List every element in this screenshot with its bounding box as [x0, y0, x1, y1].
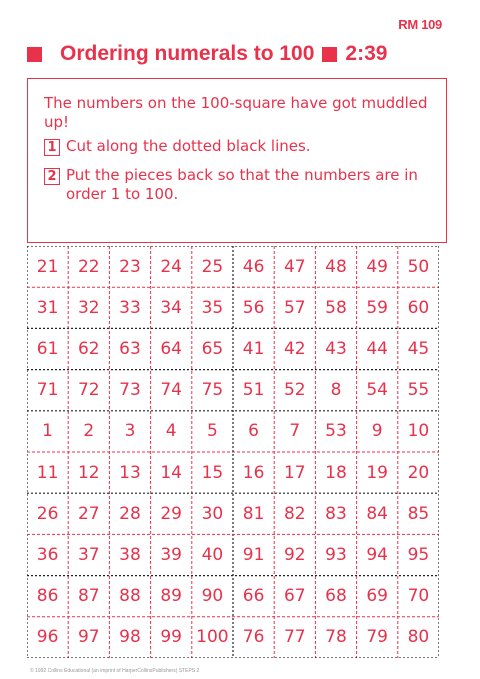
step-text: Cut along the dotted black lines. [66, 137, 311, 155]
grid-cell: 51 [242, 380, 265, 401]
grid-cell: 98 [119, 627, 141, 648]
grid-cell: 66 [242, 586, 265, 607]
grid-cell: 52 [283, 380, 306, 401]
grid-cell: 29 [160, 503, 182, 524]
grid-cell: 55 [407, 380, 430, 401]
grid-cell: 15 [201, 462, 224, 483]
grid-cell: 16 [242, 462, 265, 483]
square-bullet-icon [322, 47, 337, 62]
grid-cell: 25 [201, 256, 224, 277]
grid-cell: 80 [407, 627, 430, 648]
step-number-badge: 1 [44, 139, 60, 156]
grid-cell: 10 [407, 421, 430, 442]
grid-cell: 61 [36, 338, 59, 359]
grid-cell: 33 [119, 297, 141, 318]
grid-cell: 21 [36, 256, 59, 277]
grid-cell: 24 [160, 256, 182, 277]
grid-cell: 88 [119, 586, 141, 607]
step-1 [44, 137, 439, 156]
grid-cell: 30 [201, 503, 224, 524]
grid-cell: 75 [201, 380, 224, 401]
grid-cell: 4 [165, 421, 177, 442]
grid-cell: 42 [283, 338, 306, 359]
grid-cell: 39 [160, 544, 182, 565]
grid-cell: 79 [366, 627, 388, 648]
grid-cell: 46 [242, 256, 265, 277]
grid-cell: 7 [289, 421, 301, 442]
grid-cell: 69 [366, 586, 388, 607]
grid-cell: 35 [201, 297, 224, 318]
grid-cell: 54 [366, 380, 388, 401]
grid-cell: 47 [283, 256, 306, 277]
grid-cell: 97 [77, 627, 100, 648]
grid-cell: 43 [325, 338, 347, 359]
copyright-footer: © 1992 Collins Educational (an imprint of HarperCollinsPublishers) STEPS 2 [30, 668, 200, 674]
grid-cell: 62 [77, 338, 100, 359]
grid-cell: 68 [325, 586, 347, 607]
grid-cell: 9 [371, 421, 383, 442]
grid-cell: 49 [366, 256, 388, 277]
grid-cell: 92 [283, 544, 306, 565]
grid-cell: 38 [119, 544, 141, 565]
grid-cell: 27 [77, 503, 100, 524]
hundred-square-grid [27, 246, 439, 658]
grid-cell: 59 [366, 297, 388, 318]
grid-cell: 93 [325, 544, 347, 565]
grid-cell: 48 [325, 256, 347, 277]
intro-text: The numbers on the 100-square have got muddled up! [44, 94, 428, 131]
grid-cell: 23 [119, 256, 141, 277]
grid-cell: 64 [160, 338, 182, 359]
title-row [27, 38, 447, 70]
grid-cell: 50 [407, 256, 430, 277]
grid-cell: 86 [36, 586, 59, 607]
page-title: Ordering numerals to 100 [60, 42, 315, 65]
grid-cell: 74 [160, 380, 182, 401]
grid-cell: 6 [248, 421, 259, 442]
grid-cell: 45 [407, 338, 430, 359]
grid-cell: 53 [325, 421, 347, 442]
grid-cell: 95 [407, 544, 430, 565]
grid-cell: 26 [36, 503, 59, 524]
square-bullet-icon [27, 47, 42, 62]
grid-cell: 78 [325, 627, 347, 648]
page-code: RM 109 [398, 17, 442, 32]
grid-cell: 99 [160, 627, 182, 648]
grid-cell: 37 [77, 544, 100, 565]
step-2 [44, 166, 439, 204]
grid-cell: 87 [77, 586, 100, 607]
grid-cell: 22 [77, 256, 100, 277]
grid-cell: 13 [119, 462, 141, 483]
grid-cell: 81 [242, 503, 265, 524]
grid-cell: 63 [119, 338, 141, 359]
page-reference: 2:39 [345, 42, 388, 65]
grid-cell: 31 [36, 297, 59, 318]
grid-cell: 65 [201, 338, 224, 359]
grid-cell: 12 [77, 462, 100, 483]
step-number-badge: 2 [44, 168, 60, 185]
grid-cell: 85 [407, 503, 430, 524]
grid-cell: 8 [330, 380, 342, 401]
grid-cell: 83 [325, 503, 347, 524]
grid-cell: 84 [366, 503, 388, 524]
grid-cell: 1 [42, 421, 53, 442]
grid-cell: 20 [407, 462, 430, 483]
grid-cell: 60 [407, 297, 430, 318]
grid-cell: 90 [201, 586, 224, 607]
grid-cell: 11 [36, 462, 59, 483]
grid-cell: 18 [325, 462, 347, 483]
grid-cell: 89 [160, 586, 182, 607]
grid-cell: 96 [36, 627, 59, 648]
grid-cell: 3 [124, 421, 136, 442]
grid-cell: 58 [325, 297, 347, 318]
grid-cell: 72 [77, 380, 100, 401]
grid-cell: 14 [160, 462, 182, 483]
grid-cell: 44 [366, 338, 388, 359]
grid-cell: 70 [407, 586, 430, 607]
grid-cell: 71 [36, 380, 59, 401]
grid-cell: 94 [366, 544, 388, 565]
grid-cell: 32 [77, 297, 100, 318]
grid-cell: 77 [283, 627, 306, 648]
grid-cell: 91 [242, 544, 265, 565]
grid-cell: 28 [119, 503, 141, 524]
grid-cell: 40 [201, 544, 224, 565]
grid-cell: 5 [206, 421, 218, 442]
grid-cell: 67 [283, 586, 306, 607]
grid-cell: 82 [283, 503, 306, 524]
step-text: Put the pieces back so that the numbers are in order 1 to 100. [66, 166, 418, 203]
grid-cell: 73 [119, 380, 141, 401]
grid-cell: 36 [36, 544, 59, 565]
grid-cell: 2 [83, 421, 95, 442]
grid-cell: 57 [283, 297, 306, 318]
grid-cell: 100 [196, 627, 229, 648]
grid-cell: 56 [242, 297, 265, 318]
grid-cell: 41 [242, 338, 265, 359]
grid-cell: 34 [160, 297, 182, 318]
grid-cell: 19 [366, 462, 388, 483]
grid-cell: 17 [283, 462, 306, 483]
grid-cell: 76 [242, 627, 265, 648]
